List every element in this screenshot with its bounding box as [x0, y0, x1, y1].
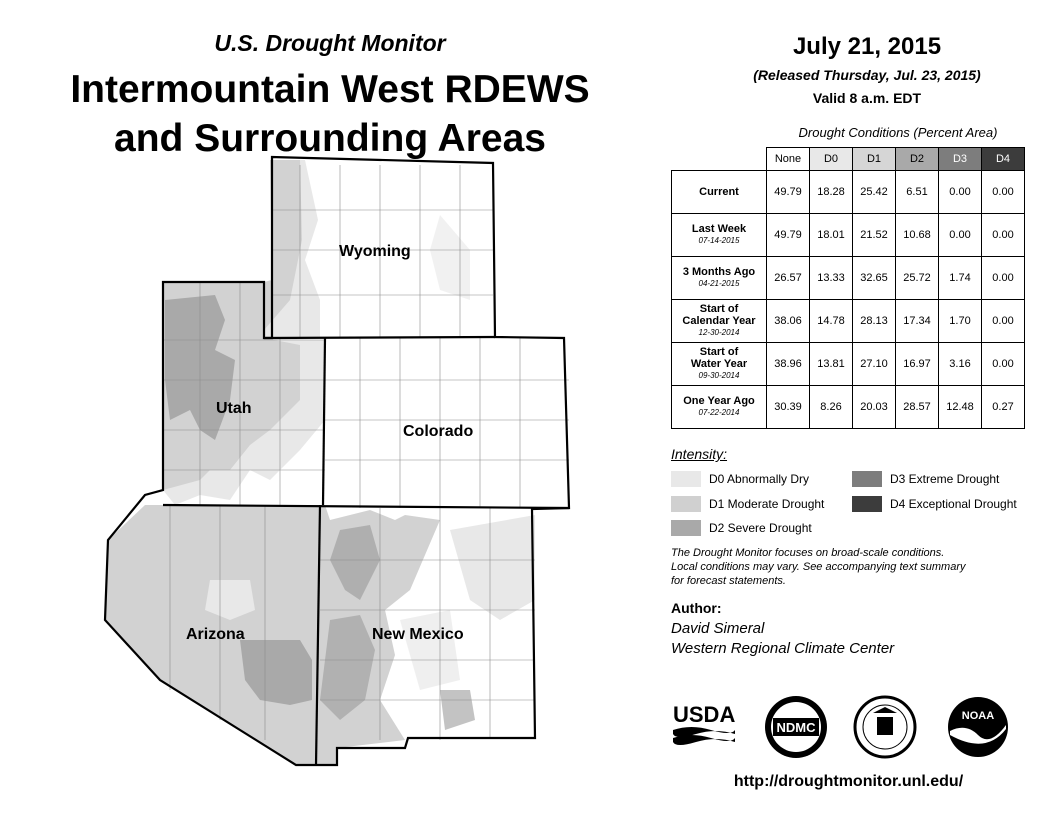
table-cell: 32.65	[853, 257, 896, 300]
legend-item-d2	[671, 520, 812, 536]
table-cell: 0.00	[939, 171, 982, 214]
website-url[interactable]: http://droughtmonitor.unl.edu/	[733, 773, 964, 790]
release-date: (Released Thursday, Jul. 23, 2015)	[753, 67, 981, 83]
valid-time: Valid 8 a.m. EDT	[812, 90, 922, 106]
table-cell: 10.68	[896, 214, 939, 257]
legend-label: D2 Severe Drought	[709, 521, 812, 535]
table-cell: 28.57	[896, 386, 939, 429]
table-cell: 25.72	[896, 257, 939, 300]
table-cell: 49.79	[767, 214, 810, 257]
state-label-arizona: Arizona	[186, 626, 245, 643]
table-cell: 49.79	[767, 171, 810, 214]
svg-text:NDMC: NDMC	[776, 720, 816, 735]
col-none: None	[767, 148, 810, 171]
legend-item-d4	[852, 496, 1017, 512]
row-label: Last Week 07-14-2015	[672, 214, 767, 257]
table-cell: 30.39	[767, 386, 810, 429]
table-cell: 0.00	[982, 343, 1025, 386]
legend-title: Intensity:	[671, 446, 728, 462]
table-cell: 18.28	[810, 171, 853, 214]
table-cell: 3.16	[939, 343, 982, 386]
author-title: Author:	[671, 600, 722, 616]
table-cell: 21.52	[853, 214, 896, 257]
table-cell: 38.06	[767, 300, 810, 343]
table-row-start-calendar-year	[672, 300, 1025, 343]
row-label: One Year Ago 07-22-2014	[672, 386, 767, 429]
row-label: Current	[672, 171, 767, 214]
table-cell: 28.13	[853, 300, 896, 343]
col-d1: D1	[853, 148, 896, 171]
table-cell: 38.96	[767, 343, 810, 386]
col-d4: D4	[982, 148, 1025, 171]
legend-swatch	[852, 471, 882, 487]
table-cell: 27.10	[853, 343, 896, 386]
table-cell: 1.74	[939, 257, 982, 300]
map-title-line1: Intermountain West RDEWS	[70, 68, 590, 111]
legend-item-d3	[852, 471, 999, 487]
legend-item-d0	[671, 471, 809, 487]
usda-logo	[671, 700, 737, 748]
map-title-line2: and Surrounding Areas	[114, 117, 546, 160]
col-d2: D2	[896, 148, 939, 171]
table-cell: 26.57	[767, 257, 810, 300]
table-cell: 8.26	[810, 386, 853, 429]
table-cell: 20.03	[853, 386, 896, 429]
svg-text:NOAA: NOAA	[961, 710, 995, 722]
table-cell: 14.78	[810, 300, 853, 343]
table-cell: 0.00	[982, 171, 1025, 214]
col-d3: D3	[939, 148, 982, 171]
table-row-start-water-year	[672, 343, 1025, 386]
row-label: Start of Calendar Year 12-30-2014	[672, 300, 767, 343]
table-cell: 25.42	[853, 171, 896, 214]
table-cell: 0.00	[982, 257, 1025, 300]
table-cell: 12.48	[939, 386, 982, 429]
col-d0: D0	[810, 148, 853, 171]
legend-label: D4 Exceptional Drought	[890, 497, 1017, 511]
legend-swatch	[671, 471, 701, 487]
state-label-new-mexico: New Mexico	[372, 626, 464, 643]
row-label: Start of Water Year 09-30-2014	[672, 343, 767, 386]
state-label-wyoming: Wyoming	[339, 243, 411, 260]
note-line: for forecast statements.	[671, 575, 786, 587]
table-cell: 0.00	[982, 300, 1025, 343]
table-row-current	[672, 171, 1025, 214]
table-cell: 17.34	[896, 300, 939, 343]
table-cell: 6.51	[896, 171, 939, 214]
conditions-table	[671, 147, 1025, 429]
table-cell: 18.01	[810, 214, 853, 257]
table-row-last-week	[672, 214, 1025, 257]
row-label: 3 Months Ago 04-21-2015	[672, 257, 767, 300]
legend-item-d1	[671, 496, 824, 512]
svg-text:USDA: USDA	[673, 702, 736, 727]
note-line: The Drought Monitor focuses on broad-scale conditions.	[671, 547, 945, 559]
table-cell: 13.33	[810, 257, 853, 300]
state-label-utah: Utah	[216, 400, 252, 417]
table-cell: 1.70	[939, 300, 982, 343]
header-blank	[672, 148, 767, 171]
map-date: July 21, 2015	[792, 33, 942, 60]
table-cell: 13.81	[810, 343, 853, 386]
legend-swatch	[671, 520, 701, 536]
legend-label: D1 Moderate Drought	[709, 497, 825, 511]
table-cell: 0.00	[982, 214, 1025, 257]
noaa-logo	[946, 695, 1010, 759]
table-cell: 16.97	[896, 343, 939, 386]
legend-label: D0 Abnormally Dry	[709, 472, 810, 486]
legend-swatch	[671, 496, 701, 512]
conditions-title: Drought Conditions (Percent Area)	[798, 125, 998, 140]
note-line: Local conditions may vary. See accompanying text summary	[671, 561, 966, 573]
table-row-3-months-ago	[672, 257, 1025, 300]
map-subtitle: U.S. Drought Monitor	[214, 30, 446, 56]
table-cell: 0.00	[939, 214, 982, 257]
author-org: Western Regional Climate Center	[671, 640, 895, 657]
table-row-one-year-ago	[672, 386, 1025, 429]
author-name: David Simeral	[671, 620, 765, 637]
legend-swatch	[852, 496, 882, 512]
state-label-colorado: Colorado	[403, 423, 474, 440]
disclaimer-note	[671, 546, 1021, 588]
conditions-header-row	[672, 148, 1025, 171]
seal-icon	[853, 695, 917, 759]
legend-label: D3 Extreme Drought	[890, 472, 1000, 486]
table-cell: 0.27	[982, 386, 1025, 429]
ndmc-logo	[763, 694, 829, 760]
